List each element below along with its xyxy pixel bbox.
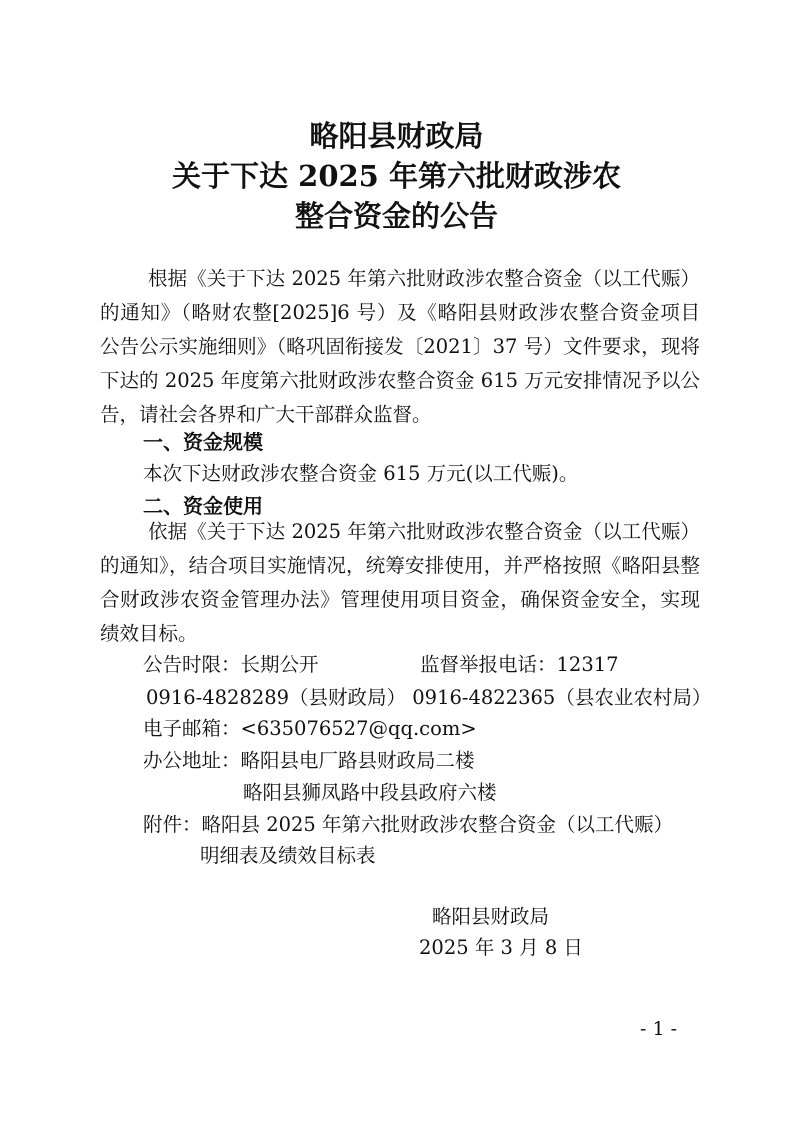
signature-org: 略阳县财政局 — [432, 905, 550, 928]
intro-paragraph: 根据《关于下达 2025 年第六批财政涉农整合资金（以工代赈）的通知》（略财农整[2025]6 号）及《略阳县财政涉农整合资金项目公告公示实施细则》（略巩固衔接发〔2021〕37 号）文件要求，现将下达的 2025 年度第六批财政涉农整合资金 615 万元安排情况予以公告，请社会各界和广大干部群众监督。 — [100, 267, 700, 426]
section2-paragraph: 依据《关于下达 2025 年第六批财政涉农整合资金（以工代赈）的通知》，结合项目实施情况，统筹安排使用，并严格按照《略阳县整合财政涉农资金管理办法》管理使用项目资金，确保资金安全，实现绩效目标。 — [100, 520, 700, 645]
title-line-1: 略阳县财政局 — [309, 119, 484, 153]
section1-text: 本次下达财政涉农整合资金 615 万元(以工代赈)。 — [143, 462, 579, 485]
phone-numbers: 0916-4828289（县财政局） 0916-4822365（县农业农村局） — [146, 686, 712, 709]
section1-heading: 一、资金规模 — [143, 430, 263, 454]
notice-period: 公告时限：长期公开 — [143, 653, 319, 676]
attachment-line-1: 附件：略阳县 2025 年第六批财政涉农整合资金（以工代赈） — [143, 813, 674, 836]
signature-date: 2025 年 3 月 8 日 — [419, 936, 583, 959]
page-number: - 1 - — [640, 1018, 678, 1040]
email: 电子邮箱：<635076527@qq.com> — [143, 717, 477, 740]
hotline: 监督举报电话：12317 — [420, 653, 619, 676]
section2-heading: 二、资金使用 — [143, 494, 263, 518]
office-address-2: 略阳县狮凤路中段县政府六楼 — [243, 781, 497, 804]
title-line-3: 整合资金的公告 — [294, 199, 498, 233]
attachment-line-2: 明细表及绩效目标表 — [200, 844, 376, 867]
title-line-2: 关于下达 2025 年第六批财政涉农 — [172, 159, 621, 193]
office-address-1: 办公地址：略阳县电厂路县财政局二楼 — [143, 749, 475, 772]
